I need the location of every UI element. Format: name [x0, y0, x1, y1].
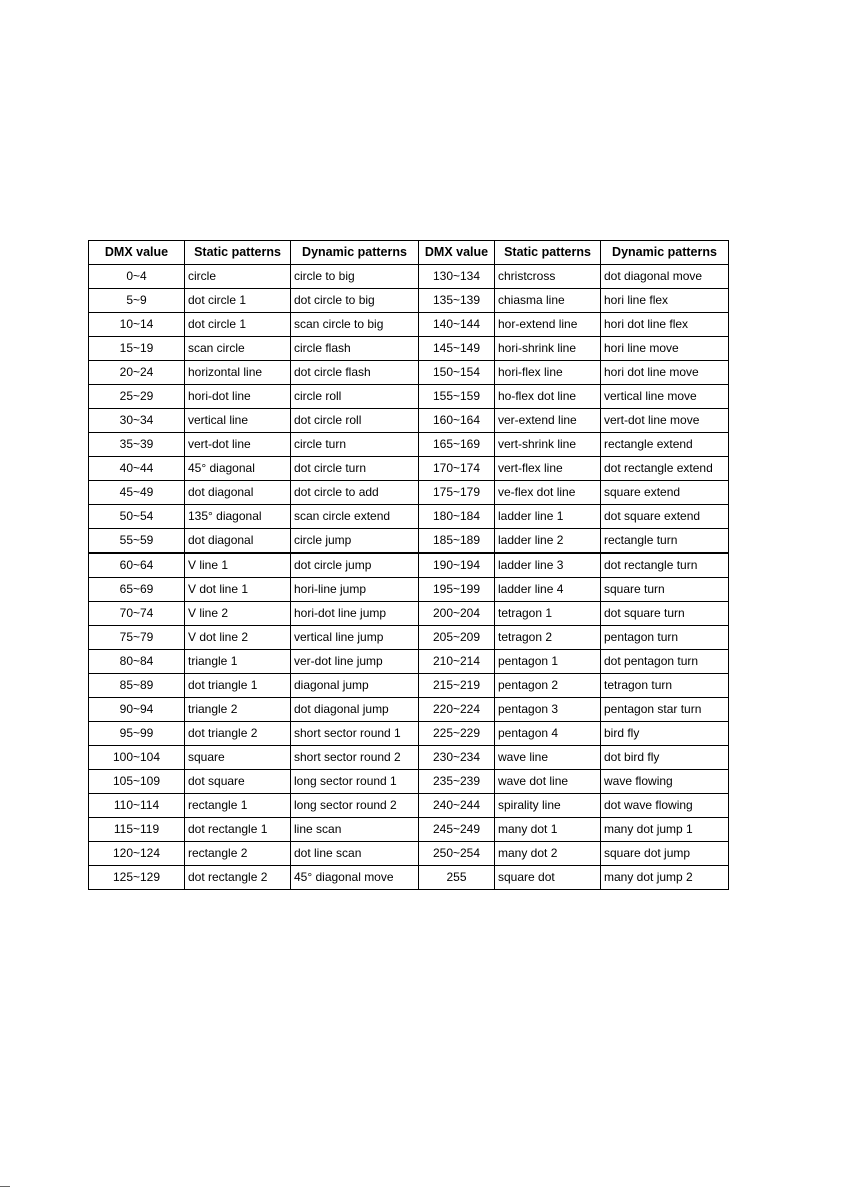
static-pattern-cell: V dot line 2 — [185, 626, 291, 650]
dmx-value-cell: 90~94 — [89, 698, 185, 722]
dynamic-pattern-cell: diagonal jump — [291, 674, 419, 698]
static-pattern-cell: scan circle — [185, 337, 291, 361]
table-row — [89, 433, 729, 457]
dmx-value-cell: 245~249 — [419, 818, 495, 842]
dmx-value-cell: 255 — [419, 866, 495, 890]
static-pattern-cell: many dot 2 — [495, 842, 601, 866]
dmx-value-cell: 110~114 — [89, 794, 185, 818]
table-row — [89, 529, 729, 554]
static-pattern-cell: many dot 1 — [495, 818, 601, 842]
dynamic-pattern-cell: dot wave flowing — [601, 794, 729, 818]
dynamic-pattern-cell: square dot jump — [601, 842, 729, 866]
dmx-value-cell: 100~104 — [89, 746, 185, 770]
dmx-value-cell: 30~34 — [89, 409, 185, 433]
table-row — [89, 746, 729, 770]
dynamic-pattern-cell: dot circle flash — [291, 361, 419, 385]
dynamic-pattern-cell: many dot jump 1 — [601, 818, 729, 842]
dynamic-pattern-cell: dot pentagon turn — [601, 650, 729, 674]
table-body — [89, 265, 729, 890]
static-pattern-cell: ver-extend line — [495, 409, 601, 433]
dmx-value-cell: 65~69 — [89, 578, 185, 602]
dynamic-pattern-cell: dot rectangle extend — [601, 457, 729, 481]
dmx-value-cell: 105~109 — [89, 770, 185, 794]
dmx-value-cell: 155~159 — [419, 385, 495, 409]
static-pattern-cell: dot diagonal — [185, 481, 291, 505]
dmx-value-cell: 230~234 — [419, 746, 495, 770]
dynamic-pattern-cell: ver-dot line jump — [291, 650, 419, 674]
dynamic-pattern-cell: rectangle turn — [601, 529, 729, 554]
static-pattern-cell: horizontal line — [185, 361, 291, 385]
static-pattern-cell: dot circle 1 — [185, 289, 291, 313]
dynamic-pattern-cell: rectangle extend — [601, 433, 729, 457]
static-pattern-cell: V line 2 — [185, 602, 291, 626]
dynamic-pattern-cell: hori line flex — [601, 289, 729, 313]
static-pattern-cell: dot circle 1 — [185, 313, 291, 337]
table-row — [89, 361, 729, 385]
table-row — [89, 457, 729, 481]
dynamic-pattern-cell: circle turn — [291, 433, 419, 457]
dynamic-pattern-cell: 45° diagonal move — [291, 866, 419, 890]
dmx-value-cell: 215~219 — [419, 674, 495, 698]
dmx-value-cell: 95~99 — [89, 722, 185, 746]
dynamic-pattern-cell: many dot jump 2 — [601, 866, 729, 890]
dynamic-pattern-cell: pentagon turn — [601, 626, 729, 650]
static-pattern-cell: dot square — [185, 770, 291, 794]
dynamic-pattern-cell: square turn — [601, 578, 729, 602]
dmx-value-cell: 250~254 — [419, 842, 495, 866]
table-row — [89, 674, 729, 698]
static-pattern-cell: ladder line 2 — [495, 529, 601, 554]
dynamic-pattern-cell: dot rectangle turn — [601, 553, 729, 578]
dynamic-pattern-cell: dot circle roll — [291, 409, 419, 433]
static-pattern-cell: rectangle 1 — [185, 794, 291, 818]
static-pattern-cell: ve-flex dot line — [495, 481, 601, 505]
static-pattern-cell: 135° diagonal — [185, 505, 291, 529]
static-pattern-cell: vert-dot line — [185, 433, 291, 457]
dynamic-pattern-cell: dot circle jump — [291, 553, 419, 578]
dmx-value-cell: 145~149 — [419, 337, 495, 361]
table-row — [89, 866, 729, 890]
static-pattern-cell: ladder line 1 — [495, 505, 601, 529]
dmx-value-cell: 5~9 — [89, 289, 185, 313]
dmx-value-cell: 205~209 — [419, 626, 495, 650]
table-row — [89, 337, 729, 361]
dmx-value-cell: 45~49 — [89, 481, 185, 505]
dmx-value-cell: 50~54 — [89, 505, 185, 529]
table-row — [89, 602, 729, 626]
dynamic-pattern-cell: short sector round 1 — [291, 722, 419, 746]
table-row — [89, 770, 729, 794]
table-row — [89, 481, 729, 505]
dmx-value-cell: 120~124 — [89, 842, 185, 866]
table-header-row — [89, 241, 729, 265]
dmx-value-cell: 25~29 — [89, 385, 185, 409]
dmx-value-cell: 130~134 — [419, 265, 495, 289]
dynamic-pattern-cell: vertical line move — [601, 385, 729, 409]
dmx-value-cell: 35~39 — [89, 433, 185, 457]
static-pattern-cell: triangle 1 — [185, 650, 291, 674]
static-pattern-cell: ladder line 3 — [495, 553, 601, 578]
dynamic-pattern-cell: dot circle to add — [291, 481, 419, 505]
dynamic-pattern-cell: dot circle to big — [291, 289, 419, 313]
dmx-pattern-table — [88, 240, 729, 890]
dynamic-pattern-cell: dot bird fly — [601, 746, 729, 770]
static-pattern-cell: vert-shrink line — [495, 433, 601, 457]
dmx-value-cell: 0~4 — [89, 265, 185, 289]
static-pattern-cell: hori-shrink line — [495, 337, 601, 361]
static-pattern-cell: dot triangle 1 — [185, 674, 291, 698]
static-pattern-cell: hor-extend line — [495, 313, 601, 337]
static-pattern-cell: chiasma line — [495, 289, 601, 313]
static-pattern-cell: pentagon 4 — [495, 722, 601, 746]
dmx-value-cell: 195~199 — [419, 578, 495, 602]
dynamic-pattern-cell: scan circle to big — [291, 313, 419, 337]
static-pattern-cell: dot rectangle 2 — [185, 866, 291, 890]
static-pattern-cell: pentagon 3 — [495, 698, 601, 722]
static-pattern-cell: tetragon 1 — [495, 602, 601, 626]
static-pattern-cell: square — [185, 746, 291, 770]
dmx-value-cell: 160~164 — [419, 409, 495, 433]
dmx-value-cell: 190~194 — [419, 553, 495, 578]
static-pattern-cell: vert-flex line — [495, 457, 601, 481]
dmx-value-cell: 210~214 — [419, 650, 495, 674]
dmx-value-cell: 150~154 — [419, 361, 495, 385]
table-row — [89, 265, 729, 289]
page-corner-mark — [0, 1186, 10, 1189]
dmx-value-cell: 185~189 — [419, 529, 495, 554]
static-pattern-cell: tetragon 2 — [495, 626, 601, 650]
dmx-value-cell: 85~89 — [89, 674, 185, 698]
static-pattern-cell: pentagon 1 — [495, 650, 601, 674]
static-pattern-cell: ho-flex dot line — [495, 385, 601, 409]
dmx-value-cell: 75~79 — [89, 626, 185, 650]
dynamic-pattern-cell: bird fly — [601, 722, 729, 746]
static-pattern-cell: V line 1 — [185, 553, 291, 578]
dynamic-pattern-cell: line scan — [291, 818, 419, 842]
static-pattern-cell: dot rectangle 1 — [185, 818, 291, 842]
header-dynamic-patterns: Dynamic patterns — [291, 241, 419, 265]
static-pattern-cell: hori-flex line — [495, 361, 601, 385]
dmx-value-cell: 20~24 — [89, 361, 185, 385]
table-row — [89, 650, 729, 674]
static-pattern-cell: triangle 2 — [185, 698, 291, 722]
dmx-value-cell: 140~144 — [419, 313, 495, 337]
dmx-value-cell: 165~169 — [419, 433, 495, 457]
table-row — [89, 818, 729, 842]
dmx-value-cell: 135~139 — [419, 289, 495, 313]
dynamic-pattern-cell: circle flash — [291, 337, 419, 361]
table-row — [89, 289, 729, 313]
dynamic-pattern-cell: dot diagonal jump — [291, 698, 419, 722]
dynamic-pattern-cell: wave flowing — [601, 770, 729, 794]
static-pattern-cell: pentagon 2 — [495, 674, 601, 698]
static-pattern-cell: V dot line 1 — [185, 578, 291, 602]
header-dmx-value: DMX value — [89, 241, 185, 265]
dynamic-pattern-cell: vert-dot line move — [601, 409, 729, 433]
table-row — [89, 842, 729, 866]
dynamic-pattern-cell: hori dot line move — [601, 361, 729, 385]
static-pattern-cell: 45° diagonal — [185, 457, 291, 481]
dynamic-pattern-cell: scan circle extend — [291, 505, 419, 529]
table-row — [89, 722, 729, 746]
dmx-value-cell: 200~204 — [419, 602, 495, 626]
dynamic-pattern-cell: short sector round 2 — [291, 746, 419, 770]
static-pattern-cell: wave dot line — [495, 770, 601, 794]
table-row — [89, 578, 729, 602]
static-pattern-cell: dot diagonal — [185, 529, 291, 554]
dynamic-pattern-cell: vertical line jump — [291, 626, 419, 650]
dynamic-pattern-cell: hori dot line flex — [601, 313, 729, 337]
dmx-value-cell: 220~224 — [419, 698, 495, 722]
static-pattern-cell: hori-dot line — [185, 385, 291, 409]
static-pattern-cell: wave line — [495, 746, 601, 770]
dynamic-pattern-cell: pentagon star turn — [601, 698, 729, 722]
static-pattern-cell: ladder line 4 — [495, 578, 601, 602]
dmx-value-cell: 80~84 — [89, 650, 185, 674]
dynamic-pattern-cell: circle roll — [291, 385, 419, 409]
dynamic-pattern-cell: dot square turn — [601, 602, 729, 626]
static-pattern-cell: vertical line — [185, 409, 291, 433]
dmx-value-cell: 115~119 — [89, 818, 185, 842]
dmx-value-cell: 225~229 — [419, 722, 495, 746]
dynamic-pattern-cell: circle to big — [291, 265, 419, 289]
table-row — [89, 409, 729, 433]
dynamic-pattern-cell: long sector round 1 — [291, 770, 419, 794]
dynamic-pattern-cell: tetragon turn — [601, 674, 729, 698]
dmx-value-cell: 235~239 — [419, 770, 495, 794]
dynamic-pattern-cell: dot square extend — [601, 505, 729, 529]
dynamic-pattern-cell: circle jump — [291, 529, 419, 554]
dynamic-pattern-cell: hori line move — [601, 337, 729, 361]
static-pattern-cell: dot triangle 2 — [185, 722, 291, 746]
table-row — [89, 385, 729, 409]
dynamic-pattern-cell: hori-dot line jump — [291, 602, 419, 626]
table-row — [89, 553, 729, 578]
header-dmx-value: DMX value — [419, 241, 495, 265]
dmx-value-cell: 15~19 — [89, 337, 185, 361]
header-static-patterns: Static patterns — [185, 241, 291, 265]
table-row — [89, 626, 729, 650]
static-pattern-cell: christcross — [495, 265, 601, 289]
header-dynamic-patterns: Dynamic patterns — [601, 241, 729, 265]
dynamic-pattern-cell: square extend — [601, 481, 729, 505]
dynamic-pattern-cell: dot circle turn — [291, 457, 419, 481]
dmx-value-cell: 125~129 — [89, 866, 185, 890]
dmx-value-cell: 240~244 — [419, 794, 495, 818]
static-pattern-cell: spirality line — [495, 794, 601, 818]
static-pattern-cell: circle — [185, 265, 291, 289]
header-static-patterns: Static patterns — [495, 241, 601, 265]
table-row — [89, 505, 729, 529]
dmx-value-cell: 60~64 — [89, 553, 185, 578]
table-row — [89, 794, 729, 818]
table-row — [89, 698, 729, 722]
dmx-value-cell: 170~174 — [419, 457, 495, 481]
dmx-value-cell: 55~59 — [89, 529, 185, 554]
table-row — [89, 313, 729, 337]
dmx-value-cell: 10~14 — [89, 313, 185, 337]
static-pattern-cell: rectangle 2 — [185, 842, 291, 866]
dynamic-pattern-cell: hori-line jump — [291, 578, 419, 602]
dynamic-pattern-cell: dot line scan — [291, 842, 419, 866]
dmx-value-cell: 180~184 — [419, 505, 495, 529]
dmx-value-cell: 70~74 — [89, 602, 185, 626]
dmx-value-cell: 175~179 — [419, 481, 495, 505]
dmx-value-cell: 40~44 — [89, 457, 185, 481]
dynamic-pattern-cell: long sector round 2 — [291, 794, 419, 818]
dynamic-pattern-cell: dot diagonal move — [601, 265, 729, 289]
static-pattern-cell: square dot — [495, 866, 601, 890]
